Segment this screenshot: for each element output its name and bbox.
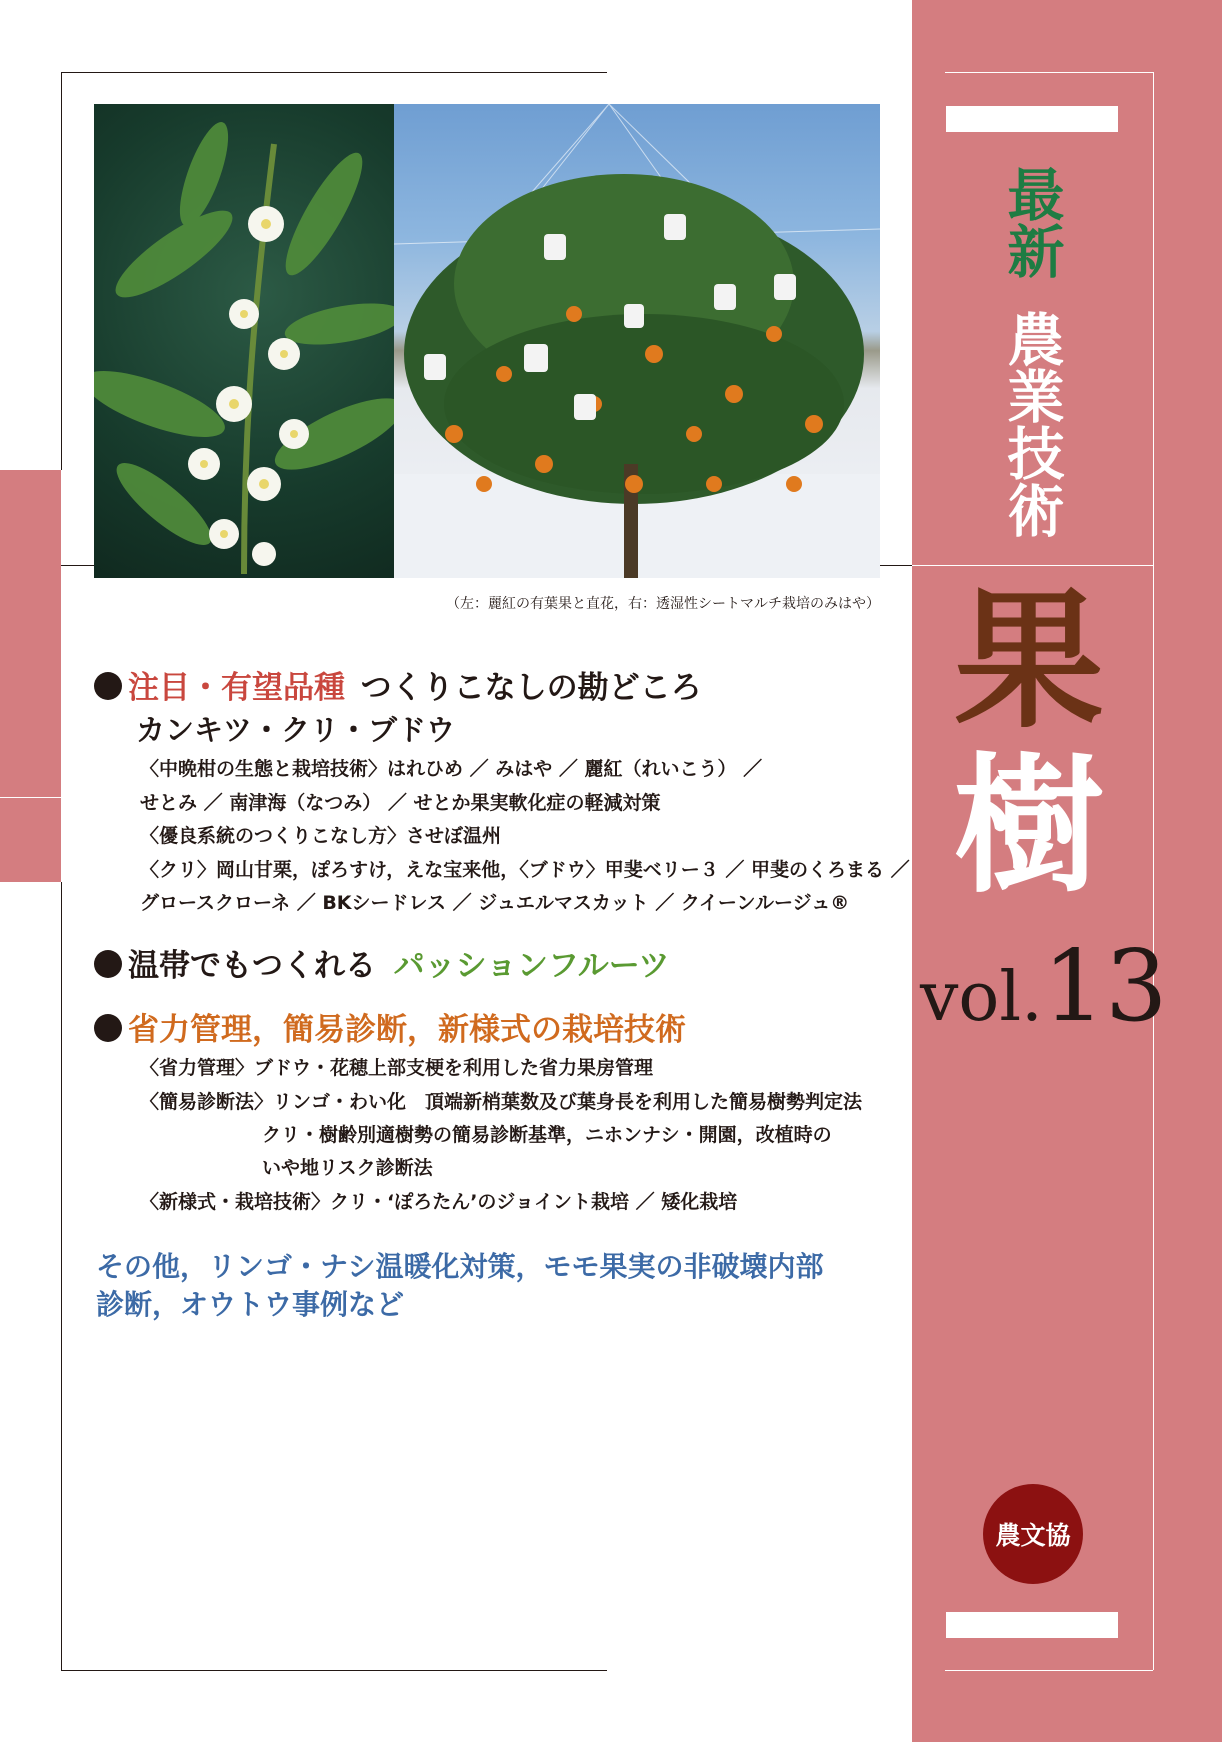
frame-left-line-lower xyxy=(61,882,62,1670)
left-color-tab xyxy=(0,470,61,797)
bullet-icon xyxy=(94,672,122,700)
volume-number: 13 xyxy=(1042,930,1168,1044)
section3-line: クリ・樹齢別適樹勢の簡易診断基準，ニホンナシ・開園，改植時の xyxy=(262,1124,832,1146)
flower-illustration xyxy=(94,104,394,578)
section1-line: 〈優良系統のつくりこなし方〉させぼ温州 xyxy=(140,825,502,847)
volume-prefix: vol. xyxy=(920,958,1043,1037)
photo-flowers xyxy=(94,104,394,578)
publisher-name: 農文協 xyxy=(995,1521,1071,1550)
section1-line: せとみ ／ 南津海（なつみ） ／ せとか果実軟化症の軽減対策 xyxy=(140,792,661,814)
spine-bar-bottom xyxy=(946,1612,1118,1638)
section1-heading-colored: 注目・有望品種 xyxy=(128,670,345,706)
bullet-icon xyxy=(94,1014,122,1042)
spine-bar-top xyxy=(946,106,1118,132)
frame-tick-right xyxy=(880,565,912,566)
other-topics-line: 診断，オウトウ事例など xyxy=(96,1288,405,1321)
section3-line: 〈簡易診断法〉リンゴ・わい化 頂端新梢葉数及び葉身長を利用した簡易樹勢判定法 xyxy=(140,1091,863,1113)
frame-top-line xyxy=(61,72,607,73)
section3-heading-colored: 省力管理，簡易診断，新様式の栽培技術 xyxy=(128,1012,686,1048)
title-char-2: 樹 xyxy=(953,740,1104,914)
section2-heading-colored: パッションフルーツ xyxy=(393,948,670,984)
spine-frame-bottom xyxy=(945,1670,1153,1671)
section1-heading xyxy=(94,662,702,707)
section3-line: 〈新様式・栽培技術〉クリ・‘ぽろたん’のジョイント栽培 ／ 矮化栽培 xyxy=(140,1191,738,1213)
section2-heading xyxy=(94,940,669,985)
spine-frame-mid xyxy=(912,565,1153,566)
photo-orchard-tree xyxy=(394,104,880,578)
tree-illustration xyxy=(394,104,880,578)
section2-heading-plain: 温帯でもつくれる xyxy=(128,948,376,984)
title-char-1: 果 xyxy=(953,575,1104,749)
frame-left-line xyxy=(61,72,62,470)
frame-tick-left xyxy=(61,565,94,566)
left-color-tab-lower xyxy=(0,797,61,882)
bullet-icon xyxy=(94,950,122,978)
section1-heading-rest: つくりこなしの勘どころ xyxy=(360,670,702,706)
photo-caption: （左：麗紅の有葉果と直花，右：透湿性シートマルチ栽培のみはや） xyxy=(446,596,880,612)
section3-line: 〈省力管理〉ブドウ・花穂上部支梗を利用した省力果房管理 xyxy=(140,1057,654,1079)
section3-line: いや地リスク診断法 xyxy=(262,1157,433,1179)
series-prefix xyxy=(998,165,1064,291)
series-name-text: 農業技術 xyxy=(998,310,1064,538)
volume-label xyxy=(920,930,1168,1044)
section1-line: 〈クリ〉岡山甘栗，ぽろすけ，えな宝来他，〈ブドウ〉甲斐ベリー３ ／ 甲斐のくろまる ／ xyxy=(140,859,910,881)
section1-line: 〈中晩柑の生態と栽培技術〉はれひめ ／ みはや ／ 麗紅（れいこう） ／ xyxy=(140,758,763,780)
cover-title xyxy=(944,575,1114,914)
section3-heading xyxy=(94,1004,686,1049)
section1-subheading: カンキツ・クリ・ブドウ xyxy=(136,713,456,747)
other-topics-note xyxy=(96,1248,823,1324)
spine-frame-top xyxy=(945,72,1153,73)
section1-line: グロースクローネ ／ BKシードレス ／ ジュエルマスカット ／ クイーンルージュ® xyxy=(140,892,850,914)
series-prefix-text: 最新 xyxy=(998,165,1064,279)
spine-frame-right xyxy=(1153,72,1154,1670)
publisher-badge xyxy=(983,1484,1083,1584)
series-name xyxy=(998,310,1064,550)
other-topics-line: その他，リンゴ・ナシ温暖化対策，モモ果実の非破壊内部 xyxy=(96,1250,824,1283)
frame-bottom-line xyxy=(61,1670,607,1671)
tab-divider xyxy=(0,797,61,798)
